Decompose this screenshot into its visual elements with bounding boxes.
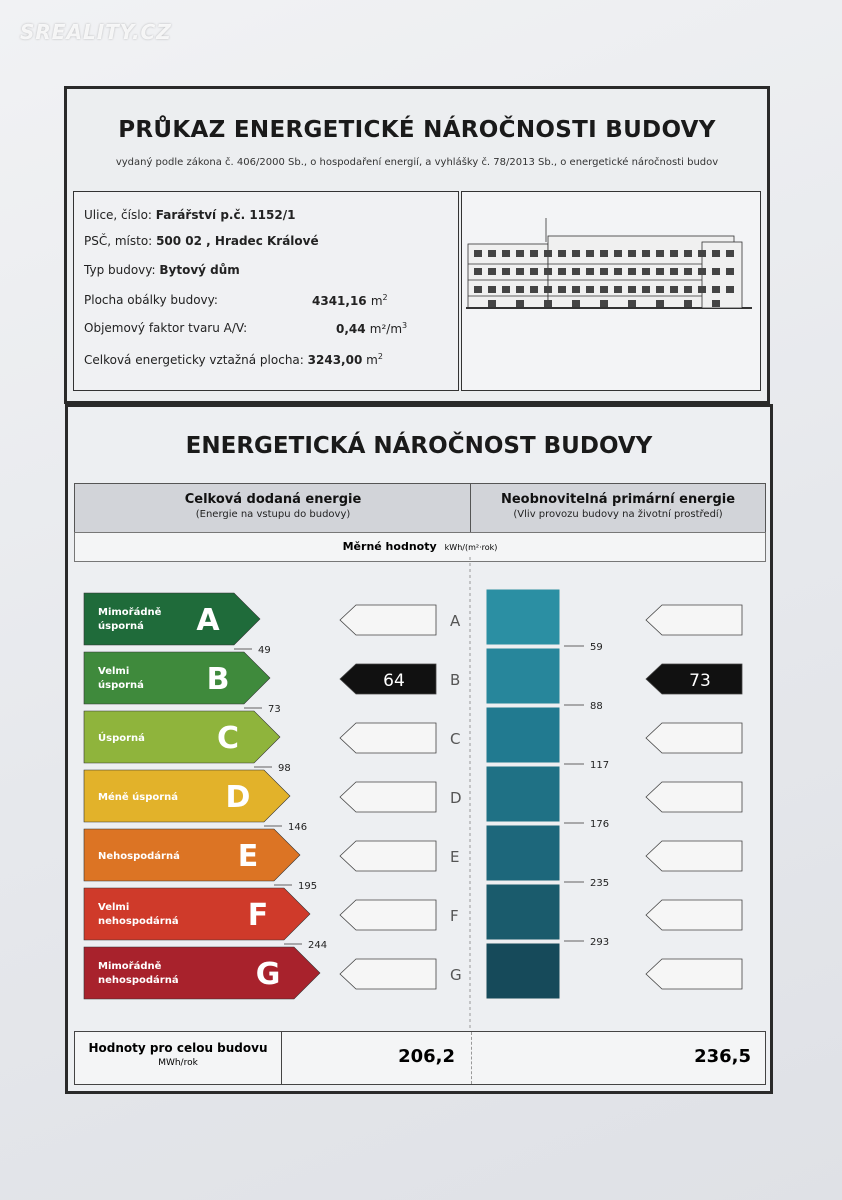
- primary-energy-subtitle: (Vliv provozu budovy na životní prostředí): [513, 509, 723, 520]
- building-window: [516, 286, 524, 293]
- left-threshold-label: 244: [308, 940, 328, 951]
- certificate-title: PRŮKAZ ENERGETICKÉ NÁROČNOSTI BUDOVY: [118, 117, 716, 143]
- right-threshold-label: 235: [590, 878, 610, 889]
- totals-label: Hodnoty pro celou budovu: [88, 1041, 268, 1055]
- building-window: [530, 268, 538, 275]
- building-window: [600, 300, 608, 307]
- building-window: [516, 300, 524, 307]
- primary-energy-scale-segment: [486, 589, 560, 645]
- primary-energy-scale-segment: [486, 648, 560, 704]
- left-threshold-label: 73: [268, 704, 281, 715]
- building-window: [684, 300, 692, 307]
- total-primary-energy: 236,5: [694, 1046, 751, 1067]
- building-window: [502, 268, 510, 275]
- rating-indicator-e: [646, 841, 742, 871]
- band-label: nehospodárná: [98, 975, 179, 986]
- class-letter-c: C: [450, 730, 461, 748]
- building-window: [712, 286, 720, 293]
- class-letter-f: F: [450, 907, 459, 925]
- building-window: [474, 286, 482, 293]
- building-window: [516, 250, 524, 257]
- building-window: [544, 286, 552, 293]
- band-label: Velmi: [98, 902, 130, 913]
- band-letter: E: [237, 839, 259, 874]
- delivered-energy-subtitle: (Energie na vstupu do budovy): [195, 509, 351, 520]
- band-label: úsporná: [98, 621, 144, 632]
- building-window: [712, 300, 720, 307]
- building-window: [642, 250, 650, 257]
- building-window: [572, 286, 580, 293]
- band-letter: G: [255, 957, 281, 992]
- certificate-header: [64, 86, 770, 404]
- building-window: [502, 286, 510, 293]
- envelope-value: 4341,16 $m^2$: [312, 293, 388, 308]
- info-row-type: Typ budovy: Bytový dům: [84, 263, 240, 277]
- class-letter-e: E: [450, 848, 460, 866]
- class-letter-g: G: [450, 966, 462, 984]
- energy-class-band-b: [84, 652, 270, 704]
- whole-building-values: [74, 1031, 766, 1085]
- building-window: [488, 286, 496, 293]
- building-window: [670, 268, 678, 275]
- building-window: [572, 300, 580, 307]
- delivered-energy-title: Celková dodaná energie: [184, 492, 362, 507]
- rating-indicator-f: [646, 900, 742, 930]
- right-threshold-label: 88: [590, 701, 603, 712]
- band-letter: D: [225, 780, 251, 815]
- building-drawing-svg: [462, 192, 760, 390]
- building-window: [600, 268, 608, 275]
- building-window: [600, 286, 608, 293]
- band-letter: C: [216, 721, 240, 756]
- primary-energy-scale-segment: [486, 766, 560, 822]
- rating-indicator-d: [340, 782, 436, 812]
- energy-class-band-d: [84, 770, 290, 822]
- building-window: [544, 300, 552, 307]
- building-window: [544, 250, 552, 257]
- energy-performance-section: [65, 404, 773, 1094]
- band-label: nehospodárná: [98, 916, 179, 927]
- rating-value: 64: [383, 671, 405, 691]
- building-window: [656, 268, 664, 275]
- total-delivered-energy: 206,2: [398, 1046, 455, 1067]
- energy-section-title: ENERGETICKÁ NÁROČNOST BUDOVY: [185, 433, 653, 459]
- building-window: [572, 268, 580, 275]
- building-window: [572, 250, 580, 257]
- building-window: [488, 268, 496, 275]
- building-window: [488, 300, 496, 307]
- info-row-street: Ulice, číslo: Farářství p.č. 1152/1: [84, 208, 296, 222]
- primary-energy-scale-segment: [486, 707, 560, 763]
- class-letter-b: B: [450, 671, 461, 689]
- building-window: [516, 268, 524, 275]
- building-info-panel: [73, 191, 459, 391]
- watermark: SREALITY.CZ: [20, 20, 172, 44]
- building-window: [614, 250, 622, 257]
- band-label: Mimořádně: [98, 961, 162, 972]
- building-window: [628, 300, 636, 307]
- energy-class-band-e: [84, 829, 300, 881]
- building-window: [684, 286, 692, 293]
- building-elevation-drawing: [461, 191, 761, 391]
- primary-energy-scale-segment: [486, 884, 560, 940]
- shape-factor-value: 0,44 $m^2/m^3$: [336, 321, 408, 336]
- building-window: [558, 268, 566, 275]
- band-letter: B: [206, 662, 230, 697]
- building-window: [530, 250, 538, 257]
- left-threshold-label: 146: [288, 822, 308, 833]
- rating-indicator-a: [646, 605, 742, 635]
- right-threshold-label: 176: [590, 819, 610, 830]
- rating-indicator-c: [646, 723, 742, 753]
- band-letter: A: [196, 603, 220, 638]
- building-window: [698, 250, 706, 257]
- left-threshold-label: 49: [258, 645, 271, 656]
- building-window: [558, 286, 566, 293]
- right-threshold-label: 117: [590, 760, 610, 771]
- band-label: Velmi: [98, 666, 130, 677]
- left-threshold-label: 195: [298, 881, 318, 892]
- band-letter: F: [247, 898, 269, 933]
- building-window: [726, 286, 734, 293]
- energy-class-band-c: [84, 711, 280, 763]
- building-window: [558, 250, 566, 257]
- building-window: [642, 268, 650, 275]
- right-threshold-label: 293: [590, 937, 610, 948]
- totals-label-cell: [75, 1032, 282, 1084]
- building-window: [656, 286, 664, 293]
- info-row-shape-factor: Objemový faktor tvaru A/V: 0,44 $m^2/m^3$: [84, 321, 408, 336]
- building-window: [488, 250, 496, 257]
- primary-energy-scale-segment: [486, 943, 560, 999]
- rating-indicator-a: [340, 605, 436, 635]
- primary-energy-header: [470, 483, 766, 533]
- building-window: [586, 286, 594, 293]
- building-window: [712, 250, 720, 257]
- energy-class-band-f: [84, 888, 310, 940]
- building-window: [670, 286, 678, 293]
- building-window: [474, 250, 482, 257]
- rating-indicator-f: [340, 900, 436, 930]
- primary-energy-scale-segment: [486, 825, 560, 881]
- rating-indicator-d: [646, 782, 742, 812]
- energy-class-band-a: [84, 593, 260, 645]
- building-window: [656, 250, 664, 257]
- specific-values-label: Měrné hodnoty: [342, 540, 437, 553]
- primary-energy-title: Neobnovitelná primární energie: [500, 492, 736, 507]
- class-letter-a: A: [450, 612, 461, 630]
- building-window: [502, 250, 510, 257]
- rating-indicator-g: [340, 959, 436, 989]
- building-window: [474, 268, 482, 275]
- rating-indicator-c: [340, 723, 436, 753]
- totals-unit: MWh/rok: [158, 1058, 198, 1068]
- building-window: [544, 268, 552, 275]
- building-window: [586, 268, 594, 275]
- band-label: Mimořádně: [98, 607, 162, 618]
- left-threshold-label: 98: [278, 763, 291, 774]
- rating-indicator-e: [340, 841, 436, 871]
- energy-class-band-g: [84, 947, 320, 999]
- rating-value: 73: [689, 671, 711, 691]
- band-label: Nehospodárná: [98, 851, 180, 862]
- band-label: Méně úsporná: [98, 792, 179, 803]
- building-window: [628, 268, 636, 275]
- specific-values-unit: kWh/(m²·rok): [444, 543, 498, 552]
- rating-indicator-g: [646, 959, 742, 989]
- building-window: [656, 300, 664, 307]
- building-window: [614, 268, 622, 275]
- building-window: [712, 268, 720, 275]
- building-window: [698, 268, 706, 275]
- building-window: [614, 286, 622, 293]
- info-row-floor-area: Celková energeticky vztažná plocha: 3243,00 $m^2$: [84, 352, 383, 367]
- building-window: [726, 268, 734, 275]
- delivered-energy-header: [74, 483, 472, 533]
- band-label: úsporná: [98, 680, 144, 691]
- building-window: [600, 250, 608, 257]
- building-window: [670, 250, 678, 257]
- building-window: [628, 250, 636, 257]
- building-window: [698, 286, 706, 293]
- building-window: [628, 286, 636, 293]
- class-letter-d: D: [450, 789, 462, 807]
- building-window: [726, 250, 734, 257]
- building-window: [530, 286, 538, 293]
- info-row-zip: PSČ, místo: 500 02 , Hradec Králové: [84, 234, 319, 248]
- right-threshold-label: 59: [590, 642, 603, 653]
- band-label: Úsporná: [98, 733, 145, 744]
- building-window: [684, 250, 692, 257]
- info-row-envelope: Plocha obálky budovy: 4341,16 $m^2$: [84, 293, 388, 308]
- building-window: [642, 286, 650, 293]
- energy-scale-svg: [68, 557, 770, 1031]
- building-window: [586, 250, 594, 257]
- building-window: [684, 268, 692, 275]
- certificate-subtitle: vydaný podle zákona č. 406/2000 Sb., o hospodaření energií, a vyhlášky č. 78/2013 Sb., o energetické náročnosti budov: [115, 157, 719, 168]
